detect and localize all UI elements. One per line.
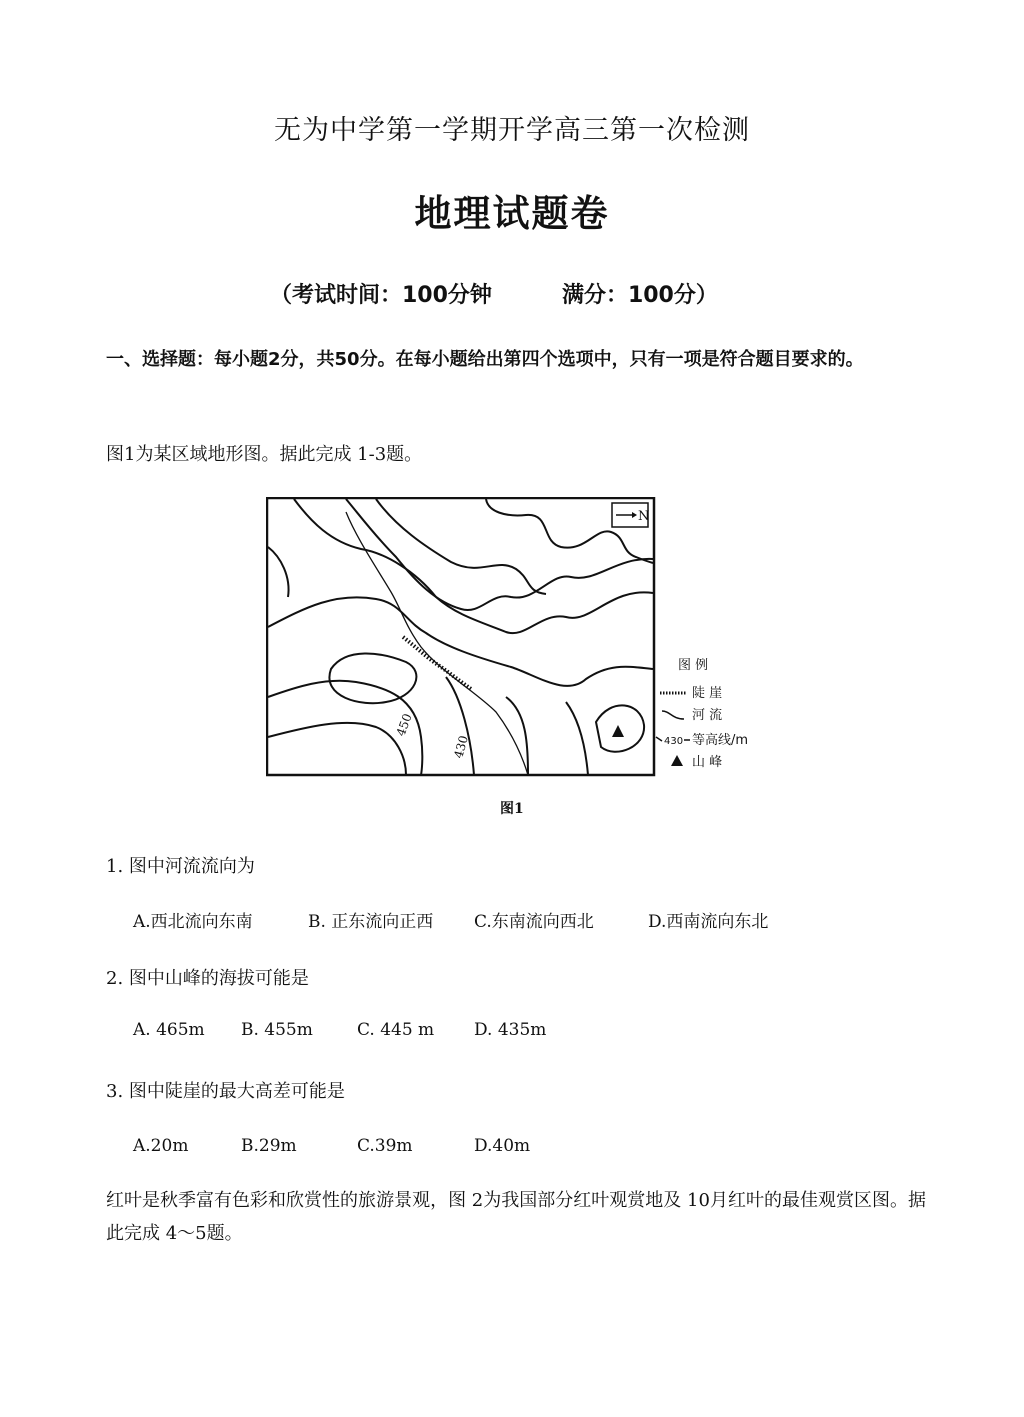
legend-title: 图 例 [678,658,709,673]
question-2-option-d: D. 435m [474,1020,547,1040]
section-heading: 一、选择题：每小题2分，共50分。在每小题给出第四个选项中，只有一项是符合题目要求的。 [106,349,864,370]
question-3-option-d: D.40m [474,1136,531,1156]
peak-marker [612,725,624,737]
legend-contour-sample: 430 [664,736,684,747]
question-2-option-a: A. 465m [133,1020,205,1040]
figure-caption: 图1 [500,801,524,817]
exam-time: （考试时间：100分钟 [270,283,492,308]
legend-peak-symbol [671,755,683,766]
exam-info [270,278,718,309]
contour-label-450: 450 [393,711,415,739]
contour-line [596,705,644,751]
contour-line [329,653,416,703]
contour-line [566,702,588,775]
legend-contour-symbol [656,737,662,741]
question-1-option-b: B. 正东流向正西 [308,912,434,932]
question-1-option-a: A.西北流向东南 [133,912,253,932]
figure-intro: 图1为某区域地形图。据此完成 1-3题。 [106,444,423,465]
question-3-stem: 3. 图中陡崖的最大高差可能是 [106,1081,345,1102]
contour-line [446,677,474,775]
question-1-option-c: C.东南流向西北 [474,912,594,932]
question-3-option-a: A.20m [133,1136,189,1156]
full-score: 满分：100分） [561,283,718,308]
question-2-option-b: B. 455m [241,1020,313,1040]
closing-paragraph: 红叶是秋季富有色彩和欣赏性的旅游景观，图 2为我国部分红叶观赏地及 10月红叶的最佳观赏区图。据此完成 4～5题。 [106,1190,926,1244]
contour-line [294,499,653,633]
question-1-stem: 1. 图中河流流向为 [106,856,255,877]
school-title: 无为中学第一学期开学高三第一次检测 [274,115,750,146]
cliff-line [403,637,471,689]
legend-cliff: 陡 崖 [692,686,723,701]
legend-peak: 山 峰 [692,755,723,770]
question-3-option-b: B.29m [241,1136,297,1156]
north-label: N [638,509,650,524]
question-2-option-c: C. 445 m [357,1020,435,1040]
question-3-option-c: C.39m [357,1136,413,1156]
contour-line [376,499,546,594]
contour-label-430: 430 [451,734,471,760]
legend-contour: 等高线/m [692,733,749,748]
contour-line [268,547,289,597]
map-frame [267,498,654,775]
paper-title: 地理试题卷 [414,192,610,235]
contour-line [268,723,406,775]
legend-river: 河 流 [692,708,723,723]
topographic-map-figure [266,497,786,782]
question-1-option-d: D.西南流向东北 [648,912,769,932]
question-2-stem: 2. 图中山峰的海拔可能是 [106,968,309,989]
legend-river-symbol [662,711,684,719]
